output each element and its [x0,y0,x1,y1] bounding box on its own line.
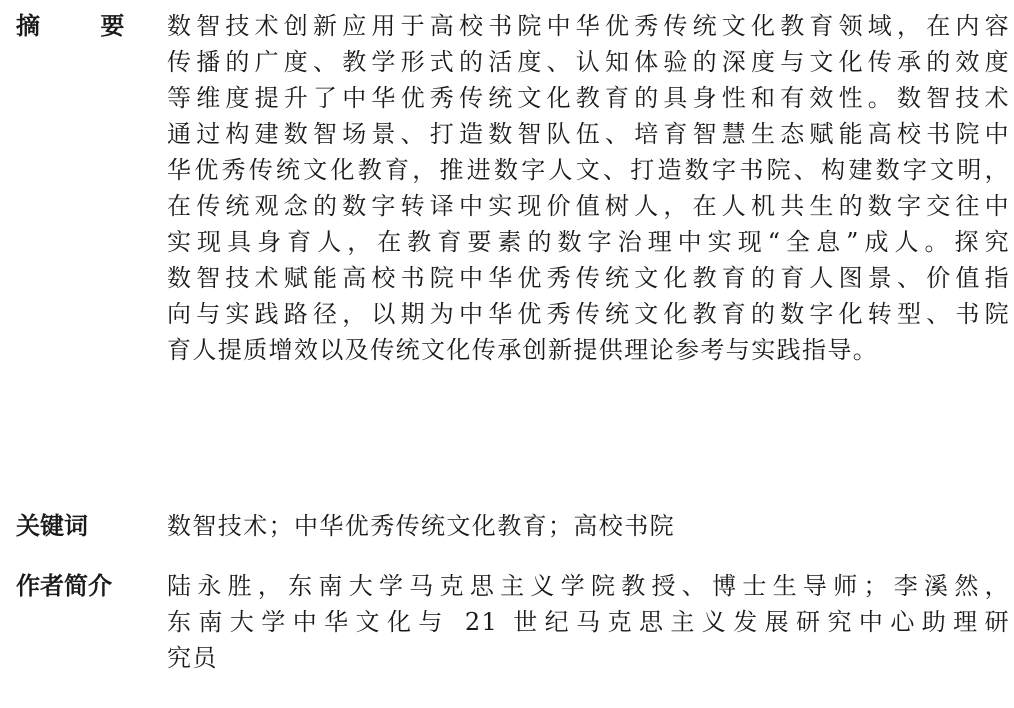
abstract-line: 实现具身育人，在教育要素的数字治理中实现“全息”成人。探究 [167,228,1010,256]
abstract-line: 等维度提升了中华优秀传统文化教育的具身性和有效性。数智技术 [167,84,1010,112]
abstract-line: 在传统观念的数字转译中实现价值树人，在人机共生的数字交往中 [167,192,1010,220]
abstract-line: 育人提质增效以及传统文化传承创新提供理论参考与实践指导。 [167,336,879,364]
keywords-label: 关键词 [16,512,88,540]
abstract-section [0,8,1014,484]
abstract-text [167,8,1010,368]
abstract-line: 华优秀传统文化教育，推进数字人文、打造数字书院、构建数字文明， [167,156,1010,184]
keywords-line: 数智技术；中华优秀传统文化教育；高校书院 [167,512,675,540]
keywords-section [0,508,1014,548]
keywords-text [167,508,1010,544]
author-text [167,568,1010,676]
abstract-line: 数智技术赋能高校书院中华优秀传统文化教育的育人图景、价值指 [167,264,1010,292]
author-label: 作者简介 [16,572,112,600]
author-line: 陆永胜，东南大学马克思主义学院教授、博士生导师；李溪然， [167,572,1010,600]
author-line: 究员 [167,644,218,672]
abstract-line: 传播的广度、教学形式的活度、认知体验的深度与文化传承的效度 [167,48,1010,76]
abstract-line: 向与实践路径，以期为中华优秀传统文化教育的数字化转型、书院 [167,300,1010,328]
abstract-line: 数智技术创新应用于高校书院中华优秀传统文化教育领域，在内容 [167,12,1010,40]
abstract-label: 摘 要 [16,12,151,40]
author-line: 东南大学中华文化与 21 世纪马克思主义发展研究中心助理研 [167,608,1010,636]
abstract-line: 通过构建数智场景、打造数智队伍、培育智慧生态赋能高校书院中 [167,120,1010,148]
author-section [0,568,1014,704]
